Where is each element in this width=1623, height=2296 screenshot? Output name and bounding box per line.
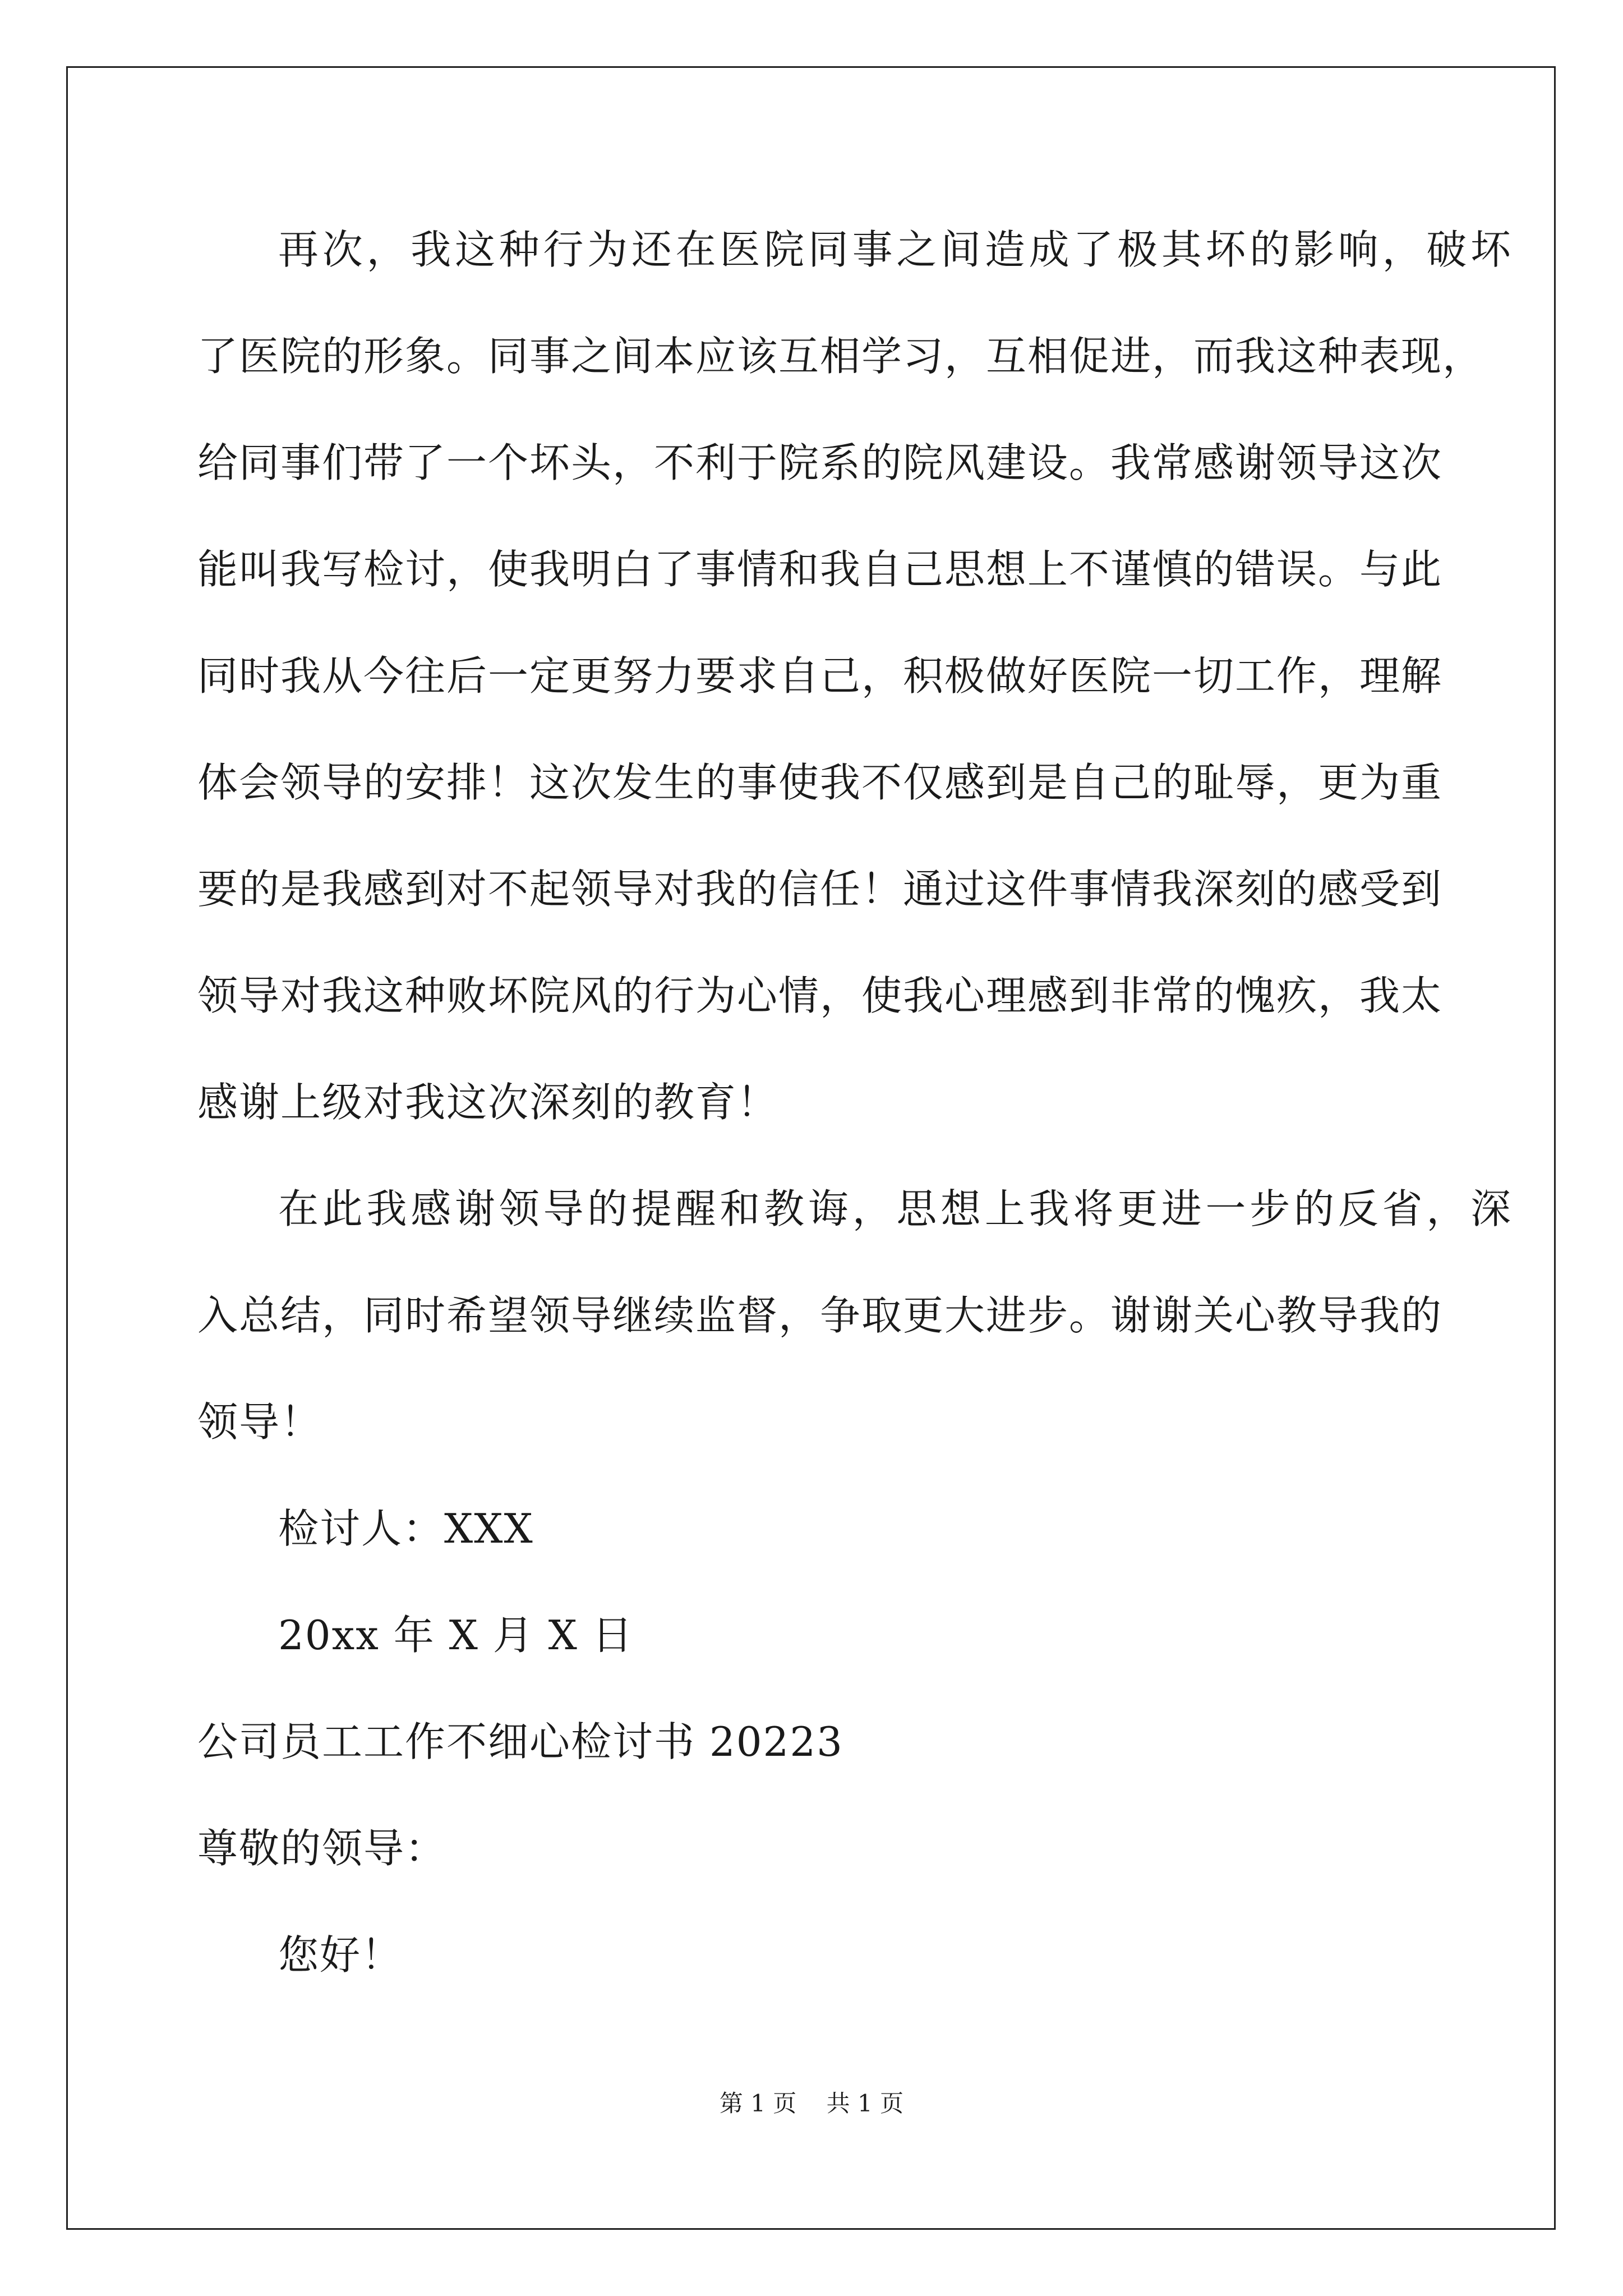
paragraph-line: 领导！ xyxy=(197,1398,322,1446)
paragraph-line: 体会领导的安排！这次发生的事使我不仅感到是自己的耻辱，更为重 xyxy=(197,759,1443,806)
date: 20xx 年 X 月 X 日 xyxy=(278,1612,634,1659)
paragraph-line: 在此我感谢领导的提醒和教诲，思想上我将更进一步的反省，深 xyxy=(278,1185,1512,1232)
paragraph-line: 再次，我这种行为还在医院同事之间造成了极其坏的影响，破坏 xyxy=(278,226,1512,273)
section-title: 公司员工工作不细心检讨书 20223 xyxy=(197,1718,843,1765)
document-body xyxy=(197,196,1512,2008)
greeting: 您好！ xyxy=(278,1931,403,1978)
paragraph-line: 给同事们带了一个坏头，不利于院系的院风建设。我常感谢领导这次 xyxy=(197,439,1443,486)
page-number-total: 共 1 页 xyxy=(826,2090,904,2117)
salutation: 尊敬的领导： xyxy=(197,1825,447,1872)
paragraph-line: 同时我从今往后一定更努力要求自己，积极做好医院一切工作，理解 xyxy=(197,652,1443,700)
signer: 检讨人：XXX xyxy=(278,1505,534,1552)
paragraph-line: 了医院的形象。同事之间本应该互相学习，互相促进，而我这种表现， xyxy=(197,333,1484,380)
page-number-current: 第 1 页 xyxy=(719,2090,797,2117)
paragraph-line: 感谢上级对我这次深刻的教育！ xyxy=(197,1079,779,1126)
paragraph-line: 领导对我这种败坏院风的行为心情，使我心理感到非常的愧疚，我太 xyxy=(197,972,1443,1019)
paragraph-line: 入总结，同时希望领导继续监督，争取更大进步。谢谢关心教导我的 xyxy=(197,1292,1443,1339)
page-footer xyxy=(0,2087,1623,2120)
paragraph-line: 要的是我感到对不起领导对我的信任！通过这件事情我深刻的感受到 xyxy=(197,866,1443,913)
paragraph-line: 能叫我写检讨，使我明白了事情和我自己思想上不谨慎的错误。与此 xyxy=(197,546,1443,593)
